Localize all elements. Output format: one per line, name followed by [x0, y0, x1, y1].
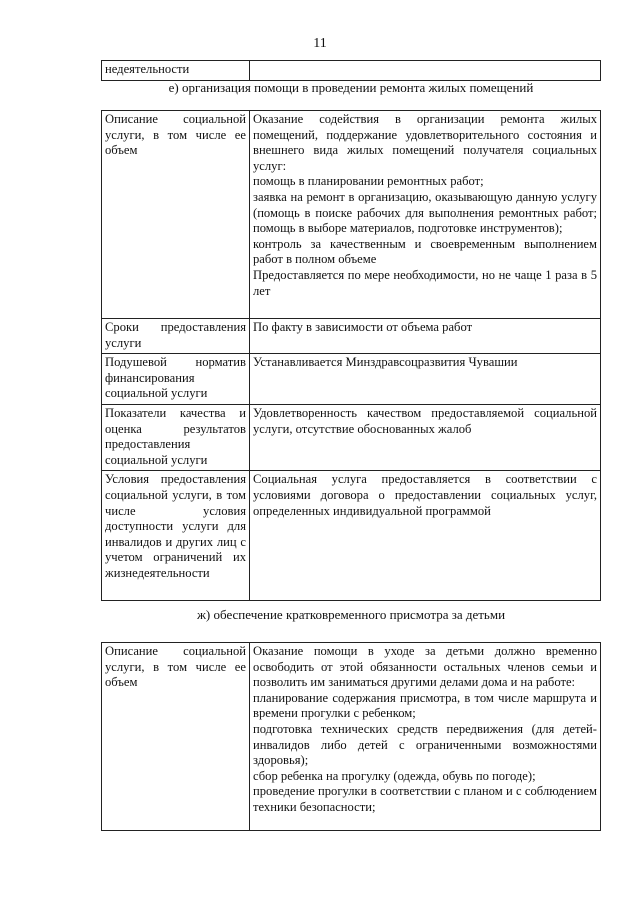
table-row — [102, 643, 601, 831]
section-zh-title: ж) обеспечение кратковременного присмотра за детьми — [196, 607, 506, 622]
list-item: Оказание помощи в уходе за детьми должно временно освободить от этой обязанности остальных членов семьи и позволить им заниматься другими делами дома и на работе: — [253, 644, 597, 690]
table-cell-value: По факту в зависимости от объема работ — [250, 319, 601, 354]
table-row — [102, 471, 601, 601]
section-e-title: е) организация помощи в проведении ремонта жилых помещений — [168, 80, 534, 95]
table-cell-label: Показатели качества и оценка результатов предоставления социальной услуги — [102, 404, 250, 470]
section-zh-table — [101, 642, 601, 831]
table-row — [102, 354, 601, 405]
table-cell-value — [250, 61, 601, 81]
table-cell-label: Условия предоставления социальной услуги, в том числе условия доступности услуги для инвалидов и других лиц с учетом ограничений их жизнедеятельности — [102, 471, 250, 601]
list-item: сбор ребенка на прогулку (одежда, обувь по погоде); — [253, 768, 536, 783]
section-e-table — [101, 110, 601, 601]
list-item: Предоставляется по мере необходимости, но не чаще 1 раза в 5 лет — [253, 267, 597, 298]
list-item: проведение прогулки в соответствии с планом и с соблюдением техники безопасности; — [253, 784, 597, 814]
list-item: планирование содержания присмотра, в том числе маршрута и времени прогулки с ребенком; — [253, 690, 597, 721]
table-cell-label: Описание социальной услуги, в том числе ее объем — [102, 643, 250, 831]
list-item: подготовка технических средств передвижения (для детей-инвалидов либо детей с ограниченными возможностями здоровья); — [253, 721, 597, 768]
table-cell-value — [250, 111, 601, 319]
table-cell-value: Удовлетворенность качеством предоставляемой социальной услуги, отсутствие обоснованных жалоб — [250, 404, 601, 470]
list-item: помощь в планировании ремонтных работ; — [253, 174, 484, 189]
page-number: 11 — [313, 36, 327, 51]
table-cell-label: Описание социальной услуги, в том числе ее объем — [102, 111, 250, 319]
table-row — [102, 404, 601, 470]
table-cell-label: Подушевой норматив финансирования социальной услуги — [102, 354, 250, 405]
list-item: заявка на ремонт в организацию, оказывающую данную услугу (помощь в поиске рабочих для выполнения ремонтных работ; помощь в выборе материалов, подготовке инструментов); — [253, 189, 597, 236]
table-cell-label: Сроки предоставления услуги — [102, 319, 250, 354]
continuation-table — [101, 60, 601, 81]
table-row — [102, 319, 601, 354]
table-cell-value: Устанавливается Минздравсоцразвития Чувашии — [250, 354, 601, 405]
table-cell-value: Социальная услуга предоставляется в соответствии с условиями договора о предоставлении социальных услуг, определенных индивидуальной программой — [250, 471, 601, 601]
table-cell-value — [250, 643, 601, 831]
list-item: контроль за качественным и своевременным выполнением работ в полном объеме — [253, 236, 597, 267]
table-row — [102, 111, 601, 319]
table-row — [102, 61, 601, 81]
table-cell-label: недеятельности — [102, 61, 250, 81]
list-item: Оказание содействия в организации ремонта жилых помещений, поддержание удовлетворительного состояния и внешнего вида жилых помещений получателя социальных услуг: — [253, 112, 597, 173]
